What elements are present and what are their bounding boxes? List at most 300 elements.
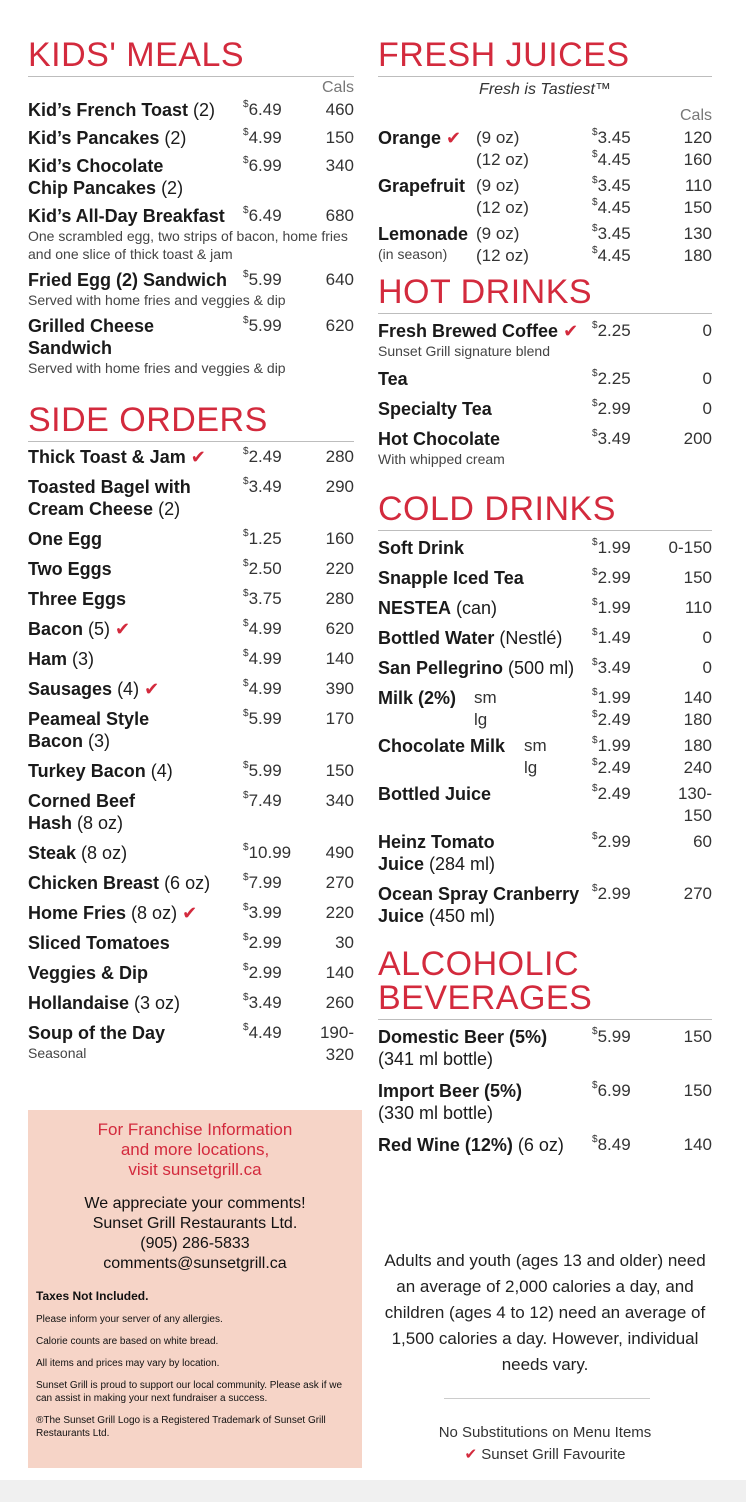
menu-item-cals: [326, 476, 354, 498]
alcoholic-heading-line2: BEVERAGES: [378, 979, 712, 1020]
price-value: 1.99: [597, 598, 631, 617]
footer: [378, 1422, 712, 1466]
item-name-text: Veggies & Dip: [28, 963, 149, 983]
menu-item-cals: [326, 205, 354, 227]
franchise-info: [28, 1120, 362, 1180]
menu-item: [28, 618, 354, 640]
price-value: 3.75: [248, 589, 282, 608]
cold-drinks-heading: COLD DRINKS: [378, 490, 712, 531]
price-value: 1.49: [597, 628, 631, 647]
price-value: 5.99: [248, 270, 282, 289]
menu-item-name: [28, 760, 354, 782]
item-name-text: Grapefruit: [378, 176, 466, 196]
dollar-sign: $: [243, 618, 249, 629]
menu-item-name: [28, 205, 354, 227]
menu-item-name: [378, 223, 712, 245]
dollar-sign: $: [243, 760, 249, 771]
menu-item-cals: [326, 269, 354, 291]
cal-1: 620: [325, 316, 354, 335]
menu-item-price: [243, 315, 282, 337]
price-value: 4.99: [248, 619, 282, 638]
menu-item: [378, 1134, 712, 1156]
menu-item-name: [378, 627, 712, 649]
cal-1: 150: [683, 568, 712, 587]
dollar-sign: $: [592, 398, 598, 409]
size-labels: [476, 127, 529, 171]
menu-item-price: [243, 962, 282, 984]
menu-item-price: [243, 618, 282, 640]
cal-1: 190-: [319, 1023, 354, 1042]
franchise-line: For Franchise Information: [97, 1120, 293, 1139]
price-2: [592, 245, 631, 267]
menu-item: [378, 368, 712, 390]
cal-1: 390: [325, 679, 354, 698]
menu-item: [378, 783, 712, 823]
menu-item-name: [378, 537, 712, 559]
kids-cals-header: Cals: [321, 79, 354, 96]
cal-2: 180: [683, 246, 712, 265]
dollar-sign: $: [243, 127, 249, 138]
juices-list: [378, 127, 712, 263]
menu-item-description: Served with home fries and veggies & dip: [28, 292, 286, 308]
cal-1: 280: [325, 589, 354, 608]
calorie-bread-note: Calorie counts are based on white bread.: [36, 1336, 219, 1347]
menu-item-cals: [326, 790, 354, 812]
menu-item: [378, 127, 712, 167]
menu-item-cals: [685, 597, 712, 619]
item-name-text: Steak: [28, 843, 77, 863]
dollar-sign: $: [243, 588, 249, 599]
item-portion: (3): [83, 731, 111, 751]
price-value: 2.99: [597, 399, 631, 418]
menu-item-name: [378, 831, 712, 853]
menu-item: [378, 831, 712, 875]
menu-item-price: [592, 735, 631, 779]
menu-item-name-line2: [28, 730, 354, 752]
spacer: [378, 149, 712, 167]
menu-item-price: [592, 1134, 631, 1156]
juices-cals-header: Cals: [679, 107, 712, 124]
menu-item-cals: [326, 588, 354, 610]
item-portion: (450 ml): [424, 906, 496, 926]
item-name-text: Lemonade: [378, 224, 469, 244]
menu-item-name-line2: [378, 1048, 712, 1070]
cal-1: 220: [325, 559, 354, 578]
menu-item-name: [28, 790, 354, 812]
menu-item-name: [378, 320, 712, 342]
menu-item-cals: [703, 398, 712, 420]
item-name-text: Kid’s All-Day Breakfast: [28, 206, 225, 226]
item-portion: (2): [156, 178, 184, 198]
cold-drinks-list: [378, 537, 712, 927]
price-2: [592, 149, 631, 171]
menu-item-cals: [326, 708, 354, 730]
menu-item-name: [28, 315, 354, 337]
dollar-sign: $: [243, 558, 249, 569]
size-2: (12 oz): [476, 246, 529, 265]
item-name-text: Snapple Iced Tea: [378, 568, 524, 588]
menu-item-name: [28, 678, 354, 700]
item-portion: (5): [83, 619, 111, 639]
price-value: 2.99: [597, 568, 631, 587]
cal-1: 150: [683, 1027, 712, 1046]
menu-item-price: [243, 205, 282, 227]
item-portion: (6 oz): [159, 873, 211, 893]
item-name-text: Two Eggs: [28, 559, 112, 579]
cal-1: 150: [325, 128, 354, 147]
dollar-sign: $: [592, 197, 598, 208]
cal-1: 0: [702, 369, 712, 388]
item-name-text: Kid’s Chocolate: [28, 156, 164, 176]
item-name-text: Thick Toast & Jam: [28, 447, 186, 467]
menu-item-price: [243, 790, 282, 812]
left-column: [28, 0, 354, 1070]
menu-item-price: [243, 269, 282, 291]
menu-item-name-line2: [28, 177, 354, 199]
item-portion: (can): [451, 598, 498, 618]
dollar-sign: $: [592, 320, 598, 331]
item-name-text: Home Fries: [28, 903, 127, 923]
item-name-text: Sliced Tomatoes: [28, 933, 170, 953]
check-mark-icon: ✔: [115, 619, 131, 639]
menu-item: [28, 315, 354, 377]
menu-item-cals: [326, 760, 354, 782]
size-labels: [476, 223, 529, 267]
dollar-sign: $: [243, 528, 249, 539]
price-value: 4.99: [248, 649, 282, 668]
cal-1: 140: [325, 963, 354, 982]
dollar-sign: $: [243, 315, 249, 326]
menu-item-name: [378, 127, 712, 149]
menu-item-cals: [684, 567, 712, 589]
menu-item-cals: [703, 657, 712, 679]
dollar-sign: $: [592, 883, 598, 894]
menu-item: [378, 398, 712, 420]
spacer: [378, 805, 712, 823]
price-1: [592, 687, 631, 709]
item-name-text: Juice: [378, 906, 425, 926]
item-name-text: Hollandaise: [28, 993, 130, 1013]
menu-item-cals: [669, 537, 712, 559]
menu-item-price: [243, 760, 282, 782]
item-portion: (2): [159, 128, 187, 148]
cal-1: 0: [702, 628, 712, 647]
menu-item-name: [28, 155, 354, 177]
cal-1: 0: [702, 658, 712, 677]
menu-item-cals: [678, 783, 712, 827]
dollar-sign: $: [592, 537, 598, 548]
taxes-note: Taxes Not Included.: [36, 1289, 149, 1303]
menu-item-cals: [684, 687, 712, 731]
vary-note: All items and prices may vary by location.: [36, 1358, 220, 1369]
item-name-text: Fresh Brewed Coffee: [378, 321, 559, 341]
size-labels: [474, 687, 497, 731]
price-value: 2.49: [597, 784, 631, 803]
menu-item-price: [592, 597, 631, 619]
item-name-text: Red Wine (12%): [378, 1135, 513, 1155]
menu-item-name: [28, 558, 354, 580]
menu-item: [378, 567, 712, 589]
item-portion: (3 oz): [129, 993, 181, 1013]
community-note: Sunset Grill is proud to support our local community. Please ask if we can assist in making your next fundraiser a success.: [36, 1380, 343, 1404]
dollar-sign: $: [592, 1026, 598, 1037]
item-name-text: Juice: [378, 854, 425, 874]
menu-item-price: [592, 831, 631, 853]
menu-item-price: [243, 588, 282, 610]
price-value: 7.99: [248, 873, 282, 892]
allergy-note: Please inform your server of any allergies.: [36, 1314, 223, 1325]
menu-item: [28, 760, 354, 782]
menu-item-name: [28, 992, 354, 1014]
item-name-text: Import Beer (5%): [378, 1081, 523, 1101]
price-value: 3.49: [248, 993, 282, 1012]
item-name-text: Heinz Tomato: [378, 832, 495, 852]
cal-1: 150: [683, 1081, 712, 1100]
dollar-sign: $: [592, 709, 598, 720]
check-mark-icon: ✔: [182, 903, 198, 923]
menu-item-name: [28, 872, 354, 894]
comments-line: We appreciate your comments!: [84, 1195, 306, 1212]
menu-item-price: [243, 476, 282, 498]
hot-drinks-list: [378, 320, 712, 468]
cal-1: 220: [325, 903, 354, 922]
dollar-sign: $: [592, 127, 598, 138]
cal-1: 60: [693, 832, 712, 851]
menu-item-cals: [684, 1134, 712, 1156]
menu-item-name: [378, 597, 712, 619]
item-name-text: (341 ml bottle): [378, 1049, 494, 1069]
menu-item-price: [592, 657, 631, 679]
menu-item-name-line2: [28, 812, 354, 834]
price-value: 5.99: [248, 316, 282, 335]
phone-number[interactable]: (905) 286-5833: [140, 1235, 250, 1252]
side-orders-list: [28, 446, 354, 1062]
menu-item-cals: [703, 368, 712, 390]
menu-item: [28, 127, 354, 149]
price-2: [592, 197, 631, 219]
menu-item-name: [28, 842, 354, 864]
menu-item: [378, 537, 712, 559]
cal-1: 680: [325, 206, 354, 225]
menu-item-cals: [326, 678, 354, 700]
dollar-sign: $: [243, 1022, 249, 1033]
item-name-text: Bacon: [28, 731, 84, 751]
menu-item-cals: [326, 446, 354, 468]
dollar-sign: $: [592, 1134, 598, 1145]
menu-item: [28, 99, 354, 121]
item-name-text: Soft Drink: [378, 538, 465, 558]
item-name-text: Fried Egg (2) Sandwich: [28, 270, 228, 290]
menu-item-cals: [326, 155, 354, 177]
price-value: 6.99: [597, 1081, 631, 1100]
item-portion: (3): [67, 649, 95, 669]
menu-item-name: [28, 618, 354, 640]
menu-item-price: [592, 368, 631, 390]
item-name-text: Bottled Juice: [378, 784, 492, 804]
menu-item: [28, 992, 354, 1014]
menu-item: [28, 932, 354, 954]
price-1: [592, 735, 631, 757]
menu-item: [378, 687, 712, 727]
menu-item-price: [243, 648, 282, 670]
check-mark-icon: ✔: [446, 128, 462, 148]
size-2: (12 oz): [476, 198, 529, 217]
menu-item: [378, 627, 712, 649]
menu-item-name: [28, 1022, 354, 1044]
menu-item-description: Sunset Grill signature blend: [378, 343, 550, 359]
cal-1: 180: [683, 736, 712, 755]
dollar-sign: $: [243, 962, 249, 973]
size-2: (12 oz): [476, 150, 529, 169]
info-panel: [28, 1110, 362, 1468]
item-portion: (4): [145, 761, 173, 781]
price-value: 2.99: [597, 832, 631, 851]
cal-1: 0: [702, 399, 712, 418]
kids-meals-heading: KIDS' MEALS: [28, 36, 354, 77]
menu-item-price: [243, 558, 282, 580]
cal-1: 150: [325, 761, 354, 780]
menu-item-price: [592, 320, 631, 342]
dollar-sign: $: [592, 783, 598, 794]
item-name-text: San Pellegrino: [378, 658, 504, 678]
cal-1: 270: [325, 873, 354, 892]
price-value: 2.99: [248, 933, 282, 952]
item-name-text: Sandwich: [28, 338, 113, 358]
menu-item-price: [592, 127, 631, 171]
item-name-text: NESTEA: [378, 598, 452, 618]
menu-item-price: [243, 528, 282, 550]
menu-item: [28, 708, 354, 752]
item-name-text: (330 ml bottle): [378, 1103, 494, 1123]
menu-item-name: [28, 588, 354, 610]
cal-1: 140: [683, 1135, 712, 1154]
divider: [444, 1398, 650, 1399]
size-1: sm: [524, 736, 547, 755]
email-link[interactable]: comments@sunsetgrill.ca: [103, 1255, 287, 1272]
menu-item: [28, 269, 354, 309]
menu-item-name: [28, 476, 354, 498]
dollar-sign: $: [592, 149, 598, 160]
cal-1: 130-: [677, 784, 712, 803]
dollar-sign: $: [592, 831, 598, 842]
price-value: 8.49: [597, 1135, 631, 1154]
cal-1: 200: [683, 429, 712, 448]
price-value: 10.99: [248, 843, 292, 862]
price-1: [592, 175, 631, 197]
cal-1: 170: [325, 709, 354, 728]
menu-item-description: With whipped cream: [378, 451, 505, 467]
juices-tagline: Fresh is Tastiest™: [479, 81, 611, 98]
cal-1: 0: [702, 321, 712, 340]
check-mark-icon: ✔: [190, 447, 206, 467]
menu-item: [28, 648, 354, 670]
dollar-sign: $: [592, 597, 598, 608]
item-portion: (284 ml): [424, 854, 496, 874]
price-value: 3.49: [597, 429, 631, 448]
franchise-line: and more locations,: [120, 1140, 270, 1159]
menu-item-price: [592, 175, 631, 219]
dollar-sign: $: [592, 627, 598, 638]
cal-1: 490: [325, 843, 354, 862]
dollar-sign: $: [592, 567, 598, 578]
menu-item-name-line2: [28, 498, 354, 520]
kids-meals-list: [28, 99, 354, 377]
favourite-legend: [378, 1444, 712, 1466]
cal-2: 240: [683, 758, 712, 777]
price-value: 3.45: [597, 128, 631, 147]
menu-item-price: [243, 932, 282, 954]
price-value: 3.45: [597, 224, 631, 243]
item-name-text: Peameal Style: [28, 709, 150, 729]
menu-item: [378, 657, 712, 679]
price-value: 5.99: [248, 709, 282, 728]
price-value: 2.49: [597, 758, 631, 777]
menu-item-name: [378, 1080, 712, 1102]
menu-item-cals: [693, 831, 712, 853]
dollar-sign: $: [243, 269, 249, 280]
size-labels: [476, 175, 529, 219]
menu-item-cals: [326, 618, 354, 640]
no-substitutions-note: No Substitutions on Menu Items: [438, 1424, 652, 1441]
size-2: lg: [474, 710, 488, 729]
dollar-sign: $: [243, 872, 249, 883]
menu-item: [28, 476, 354, 520]
dollar-sign: $: [243, 842, 249, 853]
trademark-note: ®The Sunset Grill Logo is a Registered Trademark of Sunset Grill Restaurants Ltd.: [36, 1415, 326, 1439]
menu-item-cals: [335, 932, 354, 954]
menu-item-cals: [320, 1022, 354, 1066]
dollar-sign: $: [243, 155, 249, 166]
price-value: 2.25: [597, 321, 631, 340]
menu-item: [378, 320, 712, 360]
menu-item: [378, 883, 712, 927]
size-labels: [524, 735, 547, 779]
menu-item-price: [592, 537, 631, 559]
size-1: sm: [474, 688, 497, 707]
menu-item: [378, 1080, 712, 1124]
menu-item-name: [28, 528, 354, 550]
cal-1: 290: [325, 477, 354, 496]
price-value: 6.49: [248, 206, 282, 225]
menu-item-name: [28, 962, 354, 984]
menu-item-name: [378, 1134, 712, 1156]
menu-item-cals: [326, 992, 354, 1014]
item-name-text: Toasted Bagel with: [28, 477, 191, 497]
menu-item-name-line2: [378, 1102, 712, 1124]
menu-item-price: [243, 446, 282, 468]
item-name-text: Hot Chocolate: [378, 429, 501, 449]
franchise-link[interactable]: visit sunsetgrill.ca: [128, 1160, 262, 1179]
price-value: 2.25: [597, 369, 631, 388]
cal-1: 110: [684, 176, 712, 195]
item-name-text: Chicken Breast: [28, 873, 160, 893]
menu-item-cals: [703, 320, 712, 342]
comments-info: [28, 1194, 362, 1274]
price-value: 3.49: [597, 658, 631, 677]
menu-item: [378, 597, 712, 619]
menu-item: [378, 1026, 712, 1070]
price-value: 3.45: [597, 176, 631, 195]
alcoholic-list: [378, 1026, 712, 1156]
alcoholic-heading-line1: ALCOHOLIC: [378, 945, 579, 983]
menu-item: [28, 678, 354, 700]
item-portion: (4): [112, 679, 140, 699]
dollar-sign: $: [592, 687, 598, 698]
menu-item-name: [378, 883, 712, 905]
item-name-text: Ham: [28, 649, 68, 669]
dollar-sign: $: [592, 368, 598, 379]
item-name-text: Cream Cheese: [28, 499, 154, 519]
